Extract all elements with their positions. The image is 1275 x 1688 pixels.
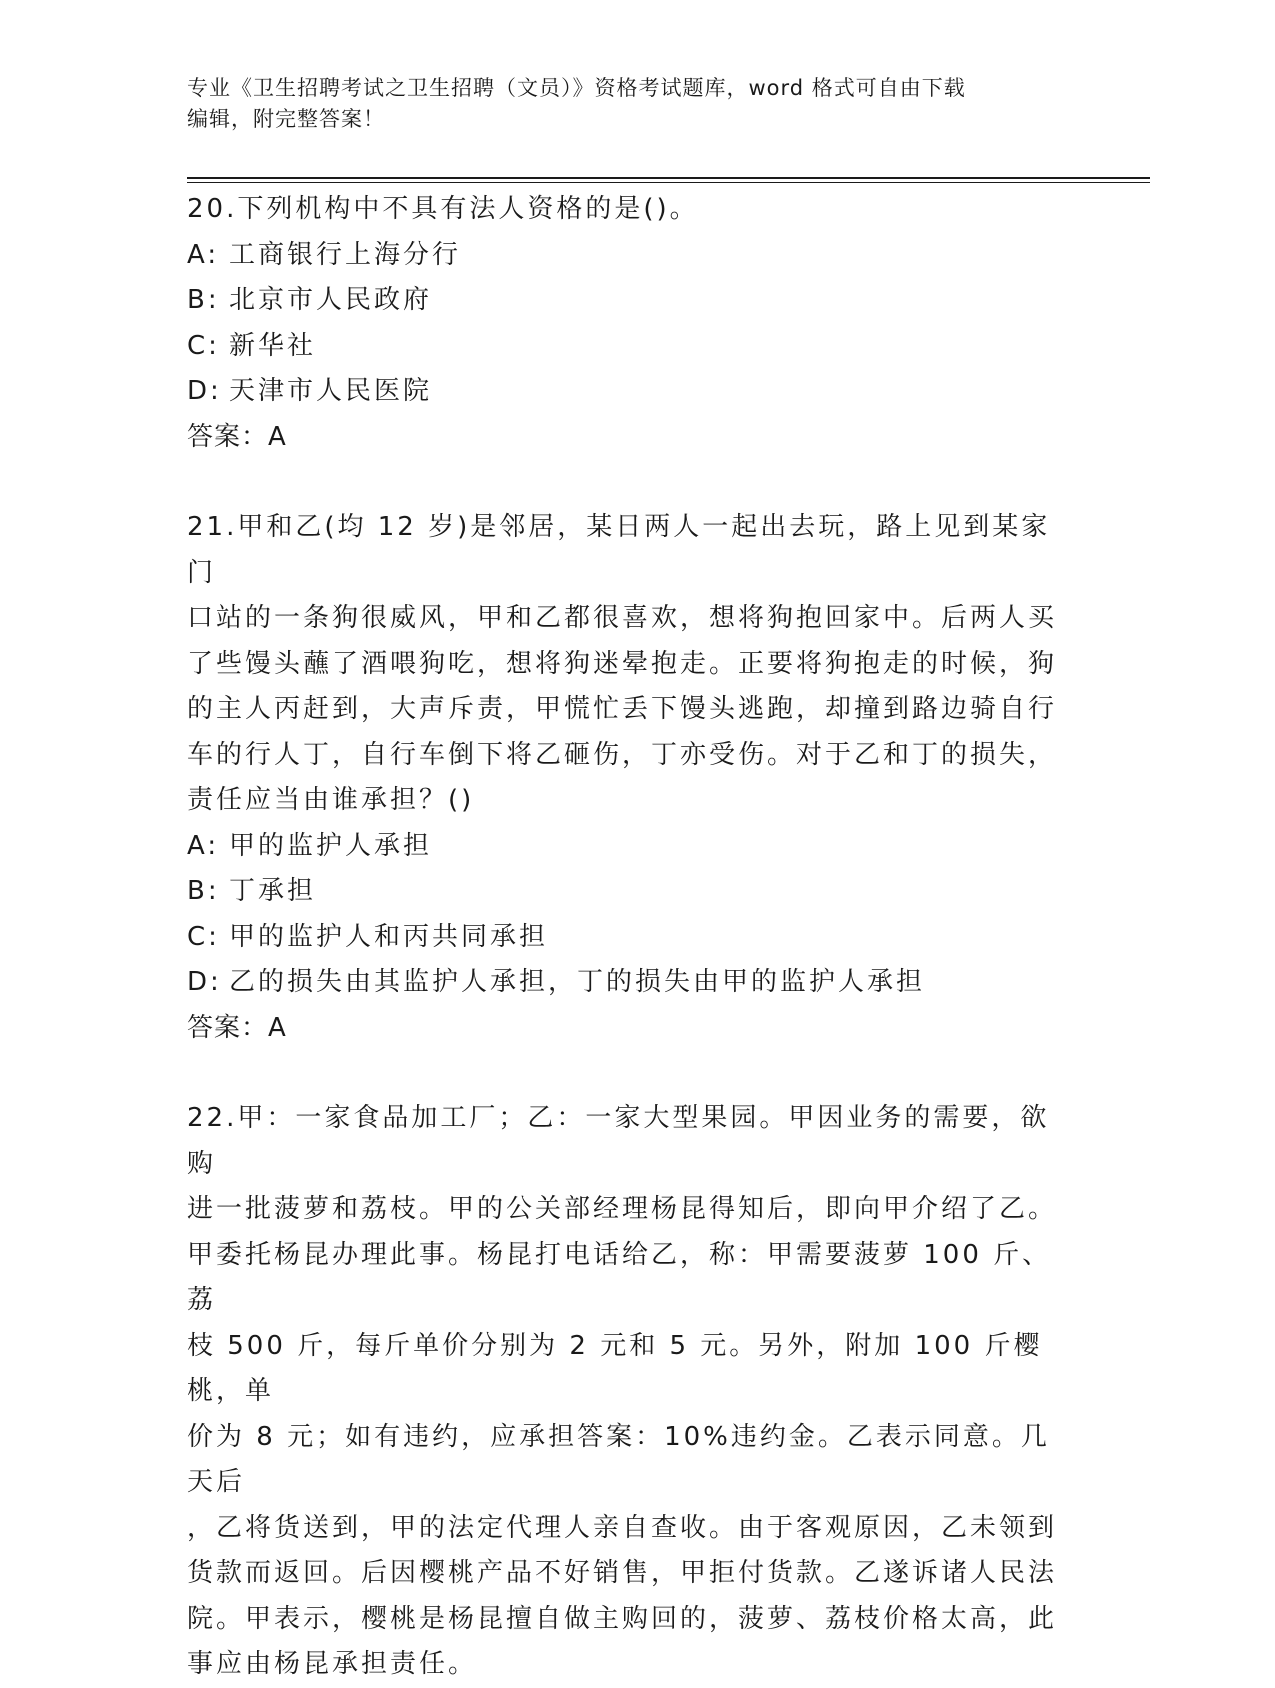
question-stem-line: 甲委托杨昆办理此事。杨昆打电话给乙，称：甲需要菠萝 100 斤、荔: [187, 1239, 1052, 1315]
option-letter: B:: [187, 876, 220, 906]
option-text: 北京市人民政府: [229, 285, 433, 315]
option-text: 天津市人民医院: [229, 376, 433, 406]
option-letter: A:: [187, 239, 220, 270]
question-stem-line: 20.下列机构中不具有法人资格的是()。: [187, 194, 699, 224]
question-spacer: [187, 1051, 1077, 1096]
question-1: [187, 187, 1077, 460]
question-list: [187, 187, 1077, 1688]
header-line-2: 编辑，附完整答案！: [187, 107, 385, 131]
option-text: 新华社: [229, 330, 317, 361]
document-header: [187, 73, 1067, 135]
option-row: [187, 915, 1077, 961]
option-letter: D:: [187, 967, 222, 997]
question-stem-line: 院。甲表示，樱桃是杨昆擅自做主购回的，菠萝、荔枝价格太高，此: [187, 1603, 1058, 1634]
question-stem-line: 价为 8 元；如有违约，应承担答案：10%违约金。乙表示同意。几天后: [187, 1421, 1050, 1497]
question-stem-line: 的主人丙赶到，大声斥责，甲慌忙丢下馒头逃跑，却撞到路边骑自行: [187, 694, 1058, 724]
header-rule-thin: [187, 182, 1150, 183]
header-rule-thick: [187, 177, 1150, 179]
option-row: [187, 960, 1077, 1006]
question-stem-line: 货款而返回。后因樱桃产品不好销售，甲拒付货款。乙遂诉诸人民法: [187, 1558, 1058, 1588]
question-stem-line: ，乙将货送到，甲的法定代理人亲自查收。由于客观原因，乙未领到: [187, 1512, 1058, 1543]
option-text: 甲的监护人和丙共同承担: [229, 921, 549, 952]
option-letter: C:: [187, 921, 220, 952]
option-row: [187, 233, 1077, 279]
option-text: 乙的损失由其监护人承担，丁的损失由甲的监护人承担: [229, 967, 926, 997]
option-row: [187, 324, 1077, 370]
question-3: [187, 1096, 1077, 1688]
option-letter: B:: [187, 285, 220, 315]
question-stem-line: 口站的一条狗很威风，甲和乙都很喜欢，想将狗抱回家中。后两人买: [187, 603, 1058, 633]
option-text: 工商银行上海分行: [229, 239, 462, 270]
option-letter: C:: [187, 330, 220, 361]
question-stem-line: 枝 500 斤，每斤单价分别为 2 元和 5 元。另外，附加 100 斤樱桃，单: [187, 1330, 1043, 1406]
question-stem-line: 22.甲：一家食品加工厂；乙：一家大型果园。甲因业务的需要，欲购: [187, 1103, 1050, 1179]
question-stem-line: 进一批菠萝和荔枝。甲的公关部经理杨昆得知后，即向甲介绍了乙。: [187, 1194, 1058, 1224]
question-stem-line: 车的行人丁，自行车倒下将乙砸伤，丁亦受伤。对于乙和丁的损失，: [187, 739, 1058, 770]
option-text: 甲的监护人承担: [229, 830, 433, 861]
question-stem-line: 责任应当由谁承担？(): [187, 785, 475, 815]
answer-line: 答案：A: [187, 421, 287, 452]
option-row: [187, 869, 1077, 915]
question-stem-line: 21.甲和乙(均 12 岁)是邻居，某日两人一起出去玩，路上见到某家门: [187, 512, 1051, 588]
question-spacer: [187, 460, 1077, 505]
question-2: [187, 505, 1077, 1051]
question-stem-line: 了些馒头蘸了酒喂狗吃，想将狗迷晕抱走。正要将狗抱走的时候，狗: [187, 648, 1058, 679]
option-row: [187, 824, 1077, 870]
option-text: 丁承担: [229, 876, 317, 906]
header-line-1: 专业《卫生招聘考试之卫生招聘（文员）》资格考试题库，word 格式可自由下载: [187, 76, 966, 100]
answer-line: 答案：A: [187, 1012, 287, 1043]
option-row: [187, 278, 1077, 324]
option-row: [187, 369, 1077, 415]
option-letter: A:: [187, 830, 220, 861]
option-letter: D:: [187, 376, 222, 406]
question-stem-line: 事应由杨昆承担责任。: [187, 1649, 478, 1679]
